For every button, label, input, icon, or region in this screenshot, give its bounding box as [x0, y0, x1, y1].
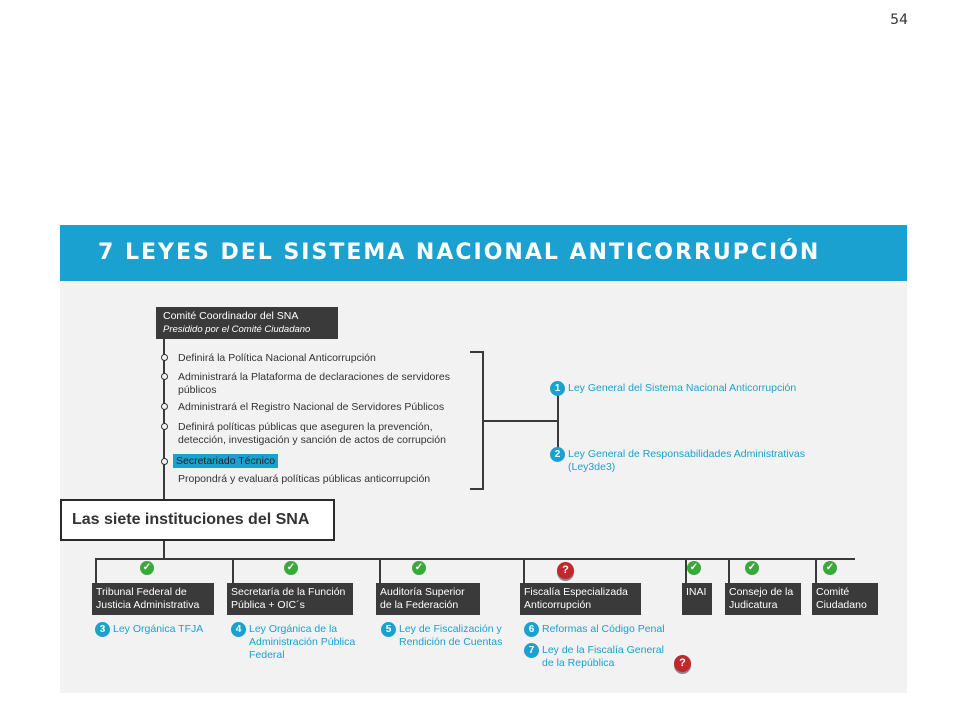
- law-number-3: 3: [95, 622, 110, 637]
- function-bullet: [161, 403, 168, 410]
- institution-box-tfja: [92, 583, 214, 615]
- institutions-horizontal-line: [95, 558, 855, 560]
- committee-title: Comité Coordinador del SNA: [163, 310, 299, 322]
- bracket-bottom: [470, 488, 484, 490]
- law-number-1: 1: [550, 381, 565, 396]
- check-icon: ✓: [745, 561, 759, 575]
- function-item: Propondrá y evaluará políticas públicas anticorrupción: [178, 473, 431, 485]
- institution-box-fiscalia: [520, 583, 641, 615]
- institution-line: Pública + OIC´s: [231, 599, 305, 611]
- institution-box-asf: [376, 583, 480, 615]
- institution-drop: [815, 558, 817, 583]
- law-5-text: Rendición de Cuentas: [399, 636, 503, 648]
- institutions-stem: [163, 541, 165, 559]
- institution-line: Secretaría de la Función: [231, 586, 346, 598]
- committee-vertical-line: [163, 339, 165, 499]
- function-item: Definirá políticas públicas que aseguren la prevención,: [178, 421, 433, 433]
- question-mark-icon: ?: [674, 655, 691, 672]
- infographic: [60, 225, 907, 693]
- institution-line: Tribunal Federal de: [96, 586, 187, 598]
- law-number-5: 5: [381, 622, 396, 637]
- function-item: detección, investigación y sanción de actos de corrupción: [178, 434, 446, 446]
- check-icon: ✓: [284, 561, 298, 575]
- page-number: 54: [890, 12, 908, 28]
- institution-box-consejo: [725, 583, 801, 615]
- law-number-6: 6: [524, 622, 539, 637]
- function-bullet: [161, 373, 168, 380]
- function-item: públicos: [178, 384, 217, 396]
- institution-box-sfp: [227, 583, 353, 615]
- committee-subtitle: Presidido por el Comité Ciudadano: [163, 324, 311, 335]
- institution-line: Fiscalía Especializada: [524, 586, 628, 598]
- institution-box-comite: [812, 583, 878, 615]
- law-5-text: Ley de Fiscalización y: [399, 623, 502, 635]
- function-bullet: [161, 423, 168, 430]
- institution-drop: [523, 558, 525, 583]
- law-4-text: Federal: [249, 649, 285, 661]
- function-item: Administrará la Plataforma de declaraciones de servidores: [178, 371, 450, 383]
- law-vertical-line: [557, 388, 559, 455]
- institution-drop: [232, 558, 234, 583]
- secretariado-tecnico-highlight: Secretariado Técnico: [173, 454, 278, 468]
- institution-line: Justicia Administrativa: [96, 599, 200, 611]
- institution-drop: [379, 558, 381, 583]
- institution-line: INAI: [686, 586, 707, 598]
- question-mark-icon: ?: [557, 562, 574, 579]
- institution-line: Consejo de la: [729, 586, 794, 598]
- institution-line: de la Federación: [380, 599, 459, 611]
- institution-line: Auditoría Superior: [380, 586, 465, 598]
- function-item: Administrará el Registro Nacional de Servidores Públicos: [178, 401, 445, 413]
- institution-line: Comité: [816, 586, 850, 598]
- law-2-text: Ley General de Responsabilidades Administrativas: [568, 448, 805, 460]
- institution-drop: [728, 558, 730, 583]
- function-item: Definirá la Política Nacional Anticorrupción: [178, 352, 376, 364]
- law-number-4: 4: [231, 622, 246, 637]
- institution-drop: [95, 558, 97, 583]
- function-bullet: [161, 458, 168, 465]
- law-6-text: Reformas al Código Penal: [542, 623, 665, 635]
- institution-line: Ciudadano: [816, 599, 867, 611]
- law-1-text: Ley General del Sistema Nacional Anticorrupción: [568, 382, 797, 394]
- law-7-text: Ley de la Fiscalía General: [542, 644, 664, 656]
- law-4-text: Administración Pública: [249, 636, 356, 648]
- law-3-text: Ley Orgánica TFJA: [113, 623, 204, 635]
- law-7-text: de la República: [542, 657, 615, 669]
- committee-header: [156, 307, 338, 339]
- check-icon: ✓: [823, 561, 837, 575]
- law-number-7: 7: [524, 643, 539, 658]
- institution-line: Judicatura: [729, 599, 778, 611]
- institution-line: Anticorrupción: [524, 599, 592, 611]
- institution-box-inai: [682, 583, 712, 615]
- check-icon: ✓: [140, 561, 154, 575]
- law-number-2: 2: [550, 447, 565, 462]
- check-icon: ✓: [687, 561, 701, 575]
- institutions-title-box: Las siete instituciones del SNA: [60, 499, 335, 541]
- bracket-connector: [484, 420, 558, 422]
- banner-title: 7 LEYES DEL SISTEMA NACIONAL ANTICORRUPCIÓN: [60, 225, 907, 281]
- function-bullet: [161, 354, 168, 361]
- law-4-text: Ley Orgánica de la: [249, 623, 338, 635]
- check-icon: ✓: [412, 561, 426, 575]
- law-2-text: (Ley3de3): [568, 461, 616, 473]
